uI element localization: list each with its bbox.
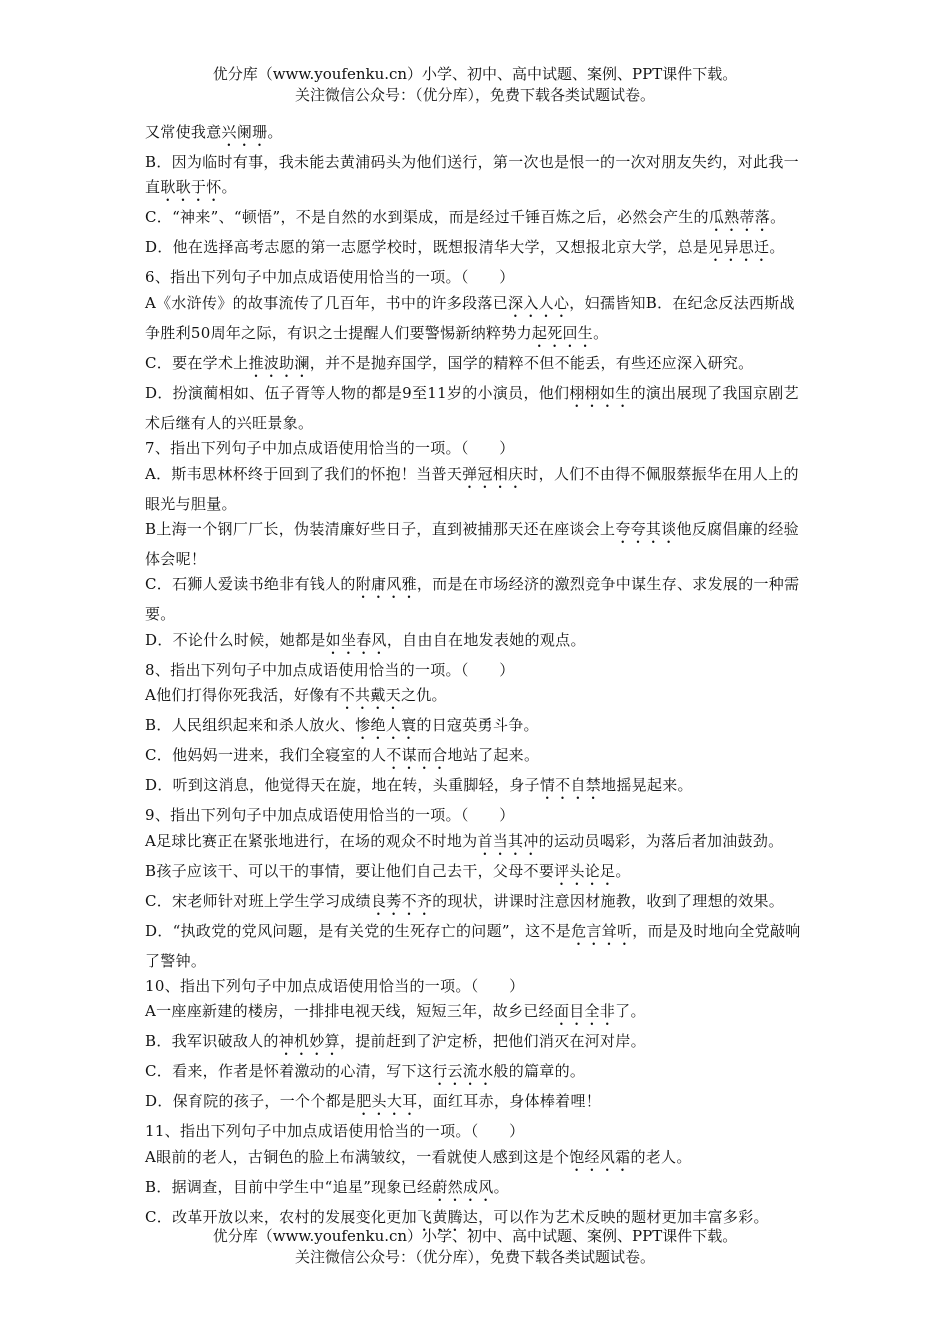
text-run: 7、指出下列句子中加点成语使用恰当的一项。（ ）: [145, 439, 515, 458]
emphasized-idiom: 肥头大耳: [356, 1092, 418, 1111]
paragraph: [145, 919, 810, 974]
text-run: ，妇孺皆知B．在纪念反法西斯战争胜利50周年之际，有识之士提醒人们要警惕新纳粹势力: [145, 293, 795, 342]
header-line-2: 关注微信公众号：（优分库），免费下载各类试题试卷。: [294, 86, 655, 104]
page-footer: [0, 1226, 950, 1268]
footer-line-1: 优分库（www.youfenku.cn）小学、初中、高中试题、案例、PPT课件下载。: [212, 1227, 738, 1245]
paragraph: [145, 773, 810, 803]
emphasized-idiom: 不谋而合: [386, 746, 448, 765]
text-run: A足球比赛正在紧张地进行，在场的观众不时地为: [145, 831, 478, 850]
text-run: C．宋老师针对班上学生学习成绩: [145, 891, 371, 910]
paragraph: [145, 291, 810, 351]
emphasized-idiom: 耿耿于怀: [160, 178, 222, 197]
paragraph: [145, 351, 810, 381]
text-run: 他反腐倡廉的经验体会呢！: [145, 520, 799, 569]
text-run: 。: [493, 1177, 509, 1196]
text-run: ，可以作为艺术反映的题材更加丰富多彩。: [478, 1207, 769, 1226]
emphasized-idiom: 评头论足: [554, 861, 616, 880]
paragraph: [145, 1059, 810, 1089]
paragraph: [145, 436, 810, 461]
emphasized-idiom: 瓜熟蒂落: [708, 208, 771, 227]
page-header: [0, 64, 950, 106]
paragraph: [145, 1145, 810, 1175]
text-run: 的日寇英勇斗争。: [416, 716, 539, 735]
text-run: A《水浒传》的故事流传了几百年，书中的许多段落已: [145, 293, 509, 312]
emphasized-idiom: 起死回生: [531, 323, 594, 342]
emphasized-idiom: 附庸风雅: [355, 575, 417, 594]
text-run: 9、指出下列句子中加点成语使用恰当的一项。（ ）: [145, 806, 515, 825]
paragraph: [145, 1119, 810, 1144]
text-run: ，而是及时地向全党敲响了警钟。: [145, 921, 801, 970]
text-run: B．据调查，目前中学生中“追星”现象已经: [145, 1177, 433, 1196]
paragraph: [145, 999, 810, 1029]
footer-line-2: 关注微信公众号：（优分库），免费下载各类试题试卷。: [294, 1248, 655, 1266]
paragraph: [145, 683, 810, 713]
text-run: 6、指出下列句子中加点成语使用恰当的一项。（ ）: [145, 268, 515, 287]
text-run: 之仇。: [400, 686, 447, 705]
emphasized-idiom: 危言耸听: [571, 921, 633, 940]
paragraph: [145, 658, 810, 683]
emphasized-idiom: 推波助澜: [248, 353, 310, 372]
text-run: ，提前赶到了沪定桥，把他们消灭在河对岸。: [339, 1032, 646, 1051]
emphasized-idiom: 见异思迁: [708, 238, 770, 257]
text-run: D．不论什么时候，她都是: [145, 630, 326, 649]
document-body: [145, 120, 810, 1235]
text-run: C．“神来”、“顿悟”，不是自然的水到渠成，而是经过千锤百炼之后，必然会产生的: [145, 208, 709, 227]
text-run: ，面红耳赤，身体棒着哩！: [417, 1092, 602, 1111]
emphasized-idiom: 情不自禁: [539, 776, 602, 795]
text-run: A．斯韦思林杯终于回到了我们的怀抱！当普天: [145, 464, 463, 483]
emphasized-idiom: 惨绝人寰: [355, 716, 417, 735]
paragraph: [145, 150, 810, 205]
emphasized-idiom: 面目全非: [553, 1002, 616, 1021]
text-run: D．“执政党的党风问题，是有关党的生死存亡的问题”，这不是: [145, 921, 572, 940]
text-run: A眼前的老人，古铜色的脸上布满皱纹，一看就使人感到这是个: [145, 1147, 570, 1166]
emphasized-idiom: 首当其冲: [477, 831, 539, 850]
text-run: 又常使我意: [145, 123, 222, 141]
paragraph: [145, 1029, 810, 1059]
paragraph: [145, 381, 810, 436]
text-run: ，自由自在地发表她的观点。: [386, 630, 586, 649]
text-run: ，并不是抛弃国学，国学的精粹不但不能丢，有些还应深入研究。: [309, 353, 754, 372]
emphasized-idiom: 良莠不齐: [370, 891, 433, 910]
text-run: B．因为临时有事，我未能去黄浦码头为他们送行，第一次也是恨一的一次对朋友失约，对此我一直: [145, 153, 799, 197]
emphasized-idiom: 蔚然成风: [432, 1177, 494, 1196]
text-run: D．保育院的孩子，一个个都是: [145, 1092, 357, 1111]
emphasized-idiom: 深入人心: [508, 293, 570, 312]
text-run: 了。: [615, 1002, 646, 1021]
text-run: 。: [593, 323, 609, 342]
emphasized-idiom: 神机妙算: [278, 1032, 340, 1051]
text-run: ，而是在市场经济的激烈竞争中谋生存、求发展的一种需要。: [145, 575, 800, 624]
text-run: B．人民组织起来和杀人放火、: [145, 716, 356, 735]
text-run: A一座座新建的楼房，一排排电视天线，短短三年，故乡已经: [145, 1002, 554, 1021]
emphasized-idiom: 行云流水: [432, 1062, 494, 1081]
text-run: B孩子应该干、可以干的事情，要让他们自己去干，父母不要: [145, 861, 555, 880]
paragraph: [145, 120, 810, 150]
text-run: 。: [615, 861, 631, 880]
text-run: 般的篇章的。: [493, 1062, 586, 1081]
text-run: D．扮演蔺相如、伍子胥等人物的都是9至11岁的小演员，他们: [145, 383, 570, 402]
text-run: B上海一个钢厂厂长，伪装清廉好些日子，直到被捕那天还在座谈会上: [145, 520, 616, 539]
text-run: C．改革开放以来，农村的发展变化更加: [145, 1207, 417, 1226]
emphasized-idiom: 如坐春风: [325, 630, 387, 649]
paragraph: [145, 628, 810, 658]
emphasized-idiom: 兴阑珊: [221, 123, 268, 141]
text-run: 地摇晃起来。: [601, 776, 693, 795]
paragraph: [145, 859, 810, 889]
paragraph: [145, 517, 810, 572]
paragraph: [145, 743, 810, 773]
paragraph: [145, 1089, 810, 1119]
text-run: C．他妈妈一进来，我们全寝室的人: [145, 746, 387, 765]
paragraph: [145, 205, 810, 235]
text-run: 的运动员喝彩，为落后者加油鼓劲。: [538, 831, 784, 850]
text-run: 。: [221, 178, 237, 197]
text-run: 的老人。: [630, 1147, 692, 1166]
text-run: 地站了起来。: [447, 746, 540, 765]
paragraph: [145, 829, 810, 859]
paragraph: [145, 265, 810, 290]
paragraph: [145, 462, 810, 517]
text-run: C．看来，作者是怀着激动的心清，写下这: [145, 1062, 433, 1081]
text-run: 的演出展现了我国京剧艺术后继有人的兴旺景象。: [145, 383, 799, 432]
emphasized-idiom: 飞黄腾达: [416, 1207, 479, 1226]
text-run: 。: [769, 238, 785, 257]
text-run: 。: [770, 208, 786, 227]
paragraph: [145, 803, 810, 828]
text-run: 时，人们不由得不佩服蔡振华在用人上的眼光与胆量。: [145, 464, 799, 513]
paragraph: [145, 572, 810, 627]
header-line-1: 优分库（www.youfenku.cn）小学、初中、高中试题、案例、PPT课件下载。: [212, 65, 738, 83]
paragraph: [145, 713, 810, 743]
text-run: C．石狮人爱读书绝非有钱人的: [145, 575, 356, 594]
paragraph: [145, 1175, 810, 1205]
text-run: 10、指出下列句子中加点成语使用恰当的一项。（ ）: [145, 977, 525, 996]
paragraph: [145, 889, 810, 919]
text-run: 的现状，讲课时注意因材施教，收到了理想的效果。: [432, 891, 785, 910]
emphasized-idiom: 栩栩如生: [569, 383, 631, 402]
emphasized-idiom: 不共戴天: [339, 686, 401, 705]
text-run: 。: [267, 123, 283, 141]
text-run: D．听到这消息，他觉得天在旋，地在转，头重脚轻，身子: [145, 776, 540, 795]
text-run: D．他在选择高考志愿的第一志愿学校时，既想报清华大学，又想报北京大学，总是: [145, 238, 709, 257]
paragraph: [145, 974, 810, 999]
text-run: 8、指出下列句子中加点成语使用恰当的一项。（ ）: [145, 660, 515, 679]
emphasized-idiom: 夸夸其谈: [615, 520, 677, 539]
text-run: C．要在学术上: [145, 353, 249, 372]
emphasized-idiom: 饱经风霜: [569, 1147, 631, 1166]
text-run: A他们打得你死我活，好像有: [145, 686, 340, 705]
text-run: 11、指出下列句子中加点成语使用恰当的一项。（ ）: [145, 1122, 525, 1141]
paragraph: [145, 235, 810, 265]
text-run: B．我军识破敌人的: [145, 1032, 279, 1051]
emphasized-idiom: 弹冠相庆: [462, 464, 524, 483]
